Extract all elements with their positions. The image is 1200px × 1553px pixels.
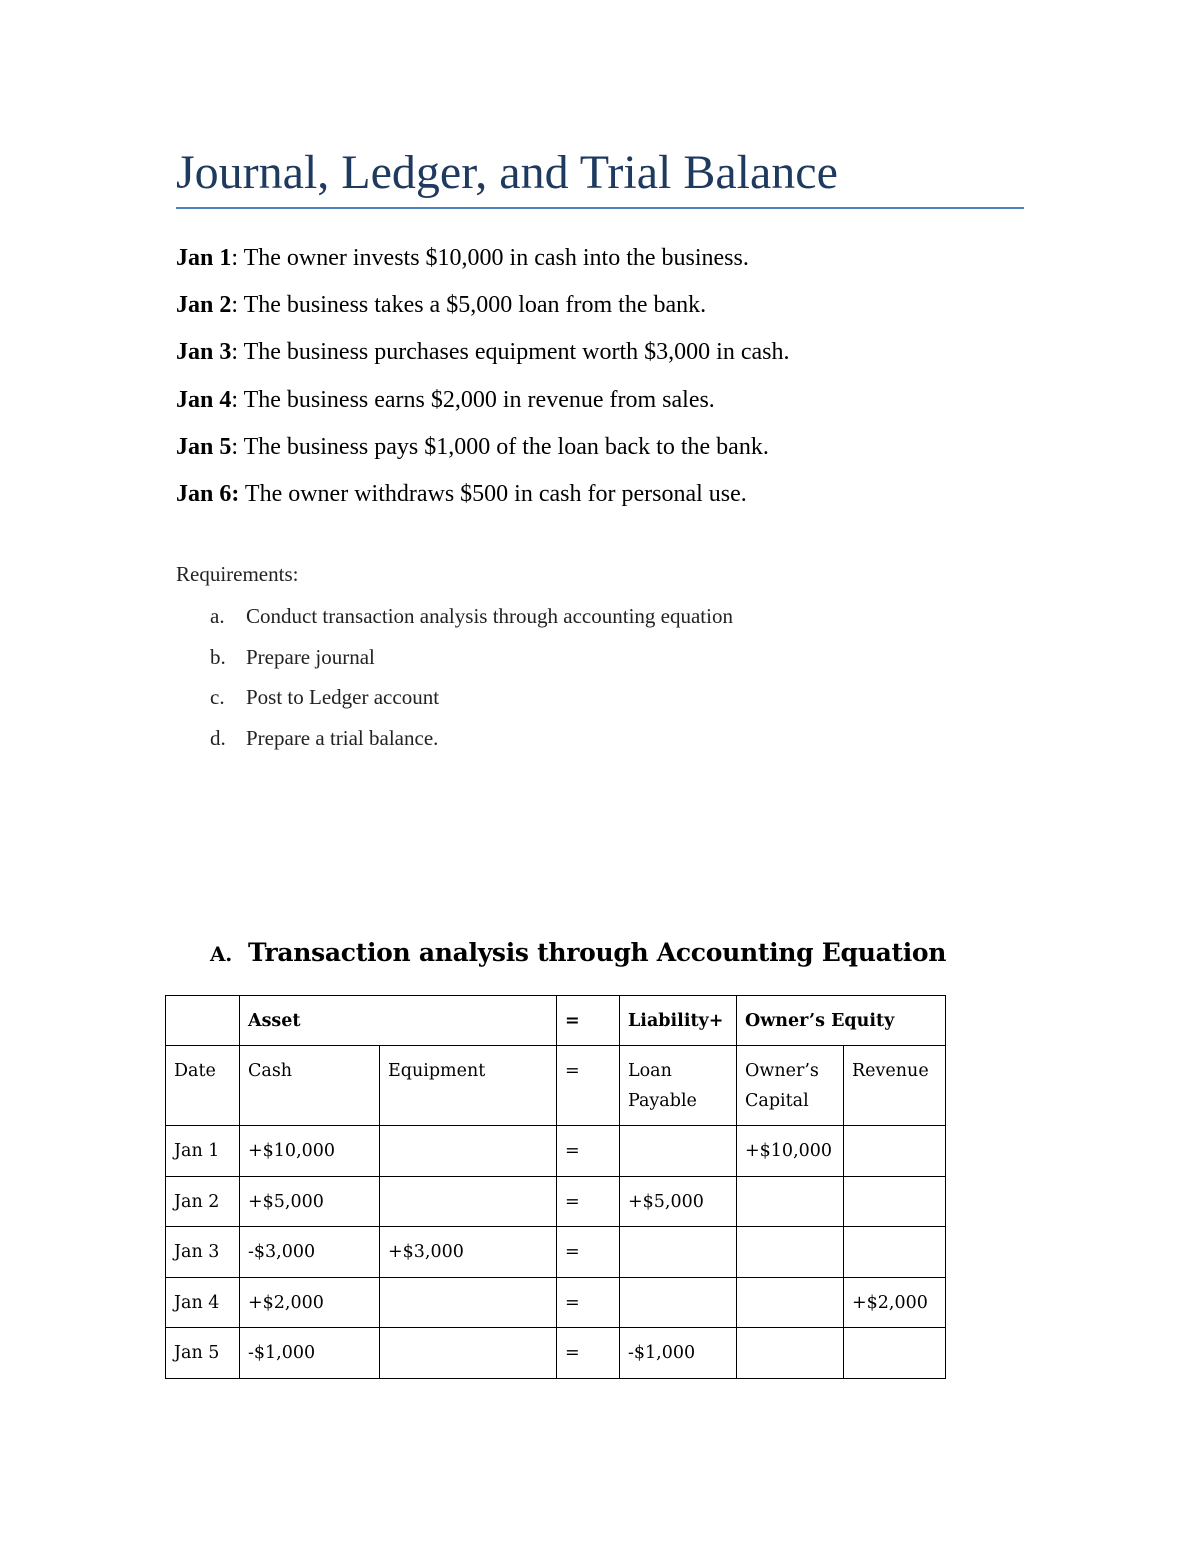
transaction-item xyxy=(176,332,1076,379)
table-cell: Jan 1 xyxy=(166,1126,240,1177)
transaction-item xyxy=(176,474,1076,521)
table-cell xyxy=(620,1277,737,1328)
table-cell: = xyxy=(557,1227,620,1278)
section-marker: A. xyxy=(210,942,232,966)
table-header-cell: Cash xyxy=(240,1046,380,1126)
table-header-cell: Asset xyxy=(240,996,557,1046)
title-underline xyxy=(176,207,1024,209)
table-row xyxy=(166,1126,946,1177)
table-cell xyxy=(620,1227,737,1278)
table-cell xyxy=(620,1126,737,1177)
table-cell: Jan 2 xyxy=(166,1176,240,1227)
table-header-cell: Equipment xyxy=(380,1046,557,1126)
transaction-text: The owner withdraws $500 in cash for personal use. xyxy=(239,480,747,507)
table-header-cell: = xyxy=(557,1046,620,1126)
table-row xyxy=(166,1328,946,1379)
table-cell: +$2,000 xyxy=(844,1277,946,1328)
table-cell: -$1,000 xyxy=(620,1328,737,1379)
section-title: Transaction analysis through Accounting Equation xyxy=(248,938,947,967)
table-cell: Jan 5 xyxy=(166,1328,240,1379)
transaction-text: : The owner invests $10,000 in cash into the business. xyxy=(231,245,749,271)
table-cell: = xyxy=(557,1328,620,1379)
requirements-heading: Requirements: xyxy=(176,562,299,586)
transaction-date: Jan 2 xyxy=(176,292,232,319)
table-cell xyxy=(844,1176,946,1227)
table-cell: +$10,000 xyxy=(240,1126,380,1177)
table-header-cell: Owner’s Equity xyxy=(737,996,946,1046)
table-cell xyxy=(737,1328,844,1379)
table-cell xyxy=(380,1277,557,1328)
transaction-item xyxy=(176,380,1076,427)
table-cell xyxy=(737,1176,844,1227)
table-header-cell: Revenue xyxy=(844,1046,946,1126)
table-cell: +$5,000 xyxy=(620,1176,737,1227)
table-cell: -$3,000 xyxy=(240,1227,380,1278)
table-header-cell: Loan Payable xyxy=(620,1046,737,1126)
table-cell: +$2,000 xyxy=(240,1277,380,1328)
transaction-item xyxy=(176,285,1076,332)
transaction-text: : The business purchases equipment worth $3,000 in cash. xyxy=(231,339,790,366)
accounting-equation-table xyxy=(165,995,946,1379)
table-header-row xyxy=(166,996,946,1046)
table-cell: -$1,000 xyxy=(240,1328,380,1379)
requirement-text: Post to Ledger account xyxy=(246,685,440,710)
page-title: Journal, Ledger, and Trial Balance xyxy=(176,146,838,199)
table-row xyxy=(166,1277,946,1328)
requirement-item xyxy=(210,645,733,686)
transaction-list xyxy=(176,238,1076,521)
transaction-text: : The business pays $1,000 of the loan back to the bank. xyxy=(231,433,769,460)
table-cell xyxy=(737,1277,844,1328)
table-cell xyxy=(844,1126,946,1177)
transaction-item xyxy=(176,427,1076,474)
transaction-date: Jan 5 xyxy=(176,433,232,460)
transaction-text: : The business takes a $5,000 loan from the bank. xyxy=(231,292,707,319)
requirement-text: Prepare a trial balance. xyxy=(246,726,439,751)
transaction-text: : The business earns $2,000 in revenue from sales. xyxy=(231,386,715,413)
list-marker: d. xyxy=(210,726,226,751)
transaction-date: Jan 1 xyxy=(176,245,232,271)
table-cell xyxy=(380,1126,557,1177)
table-header-cell: Date xyxy=(166,1046,240,1126)
requirement-text: Conduct transaction analysis through accounting equation xyxy=(246,604,733,628)
requirement-text: Prepare journal xyxy=(246,644,375,669)
table-cell xyxy=(844,1227,946,1278)
table-row xyxy=(166,1227,946,1278)
requirement-item xyxy=(210,604,733,645)
table-header-cell: Liability+ xyxy=(620,996,737,1046)
requirements-list xyxy=(210,604,733,767)
transaction-date: Jan 3 xyxy=(176,339,232,366)
table-row xyxy=(166,1176,946,1227)
table-cell xyxy=(737,1227,844,1278)
table-cell xyxy=(844,1328,946,1379)
transaction-date: Jan 6: xyxy=(176,480,240,507)
table-cell: +$10,000 xyxy=(737,1126,844,1177)
section-heading xyxy=(210,938,946,967)
transaction-item xyxy=(176,238,1076,285)
table-cell: +$3,000 xyxy=(380,1227,557,1278)
table-cell xyxy=(380,1176,557,1227)
list-marker: c. xyxy=(210,685,225,710)
list-marker: b. xyxy=(210,644,226,669)
table-cell: +$5,000 xyxy=(240,1176,380,1227)
table-cell: Jan 3 xyxy=(166,1227,240,1278)
list-marker: a. xyxy=(210,604,225,628)
transaction-date: Jan 4 xyxy=(176,386,232,413)
table-header-cell: = xyxy=(557,996,620,1046)
table-cell xyxy=(166,996,240,1046)
requirement-item xyxy=(210,726,733,767)
table-cell: Jan 4 xyxy=(166,1277,240,1328)
table-header-cell: Owner’s Capital xyxy=(737,1046,844,1126)
table-cell: = xyxy=(557,1176,620,1227)
requirement-item xyxy=(210,685,733,726)
table-cell xyxy=(380,1328,557,1379)
table-header-row xyxy=(166,1046,946,1126)
table-cell: = xyxy=(557,1277,620,1328)
table-cell: = xyxy=(557,1126,620,1177)
